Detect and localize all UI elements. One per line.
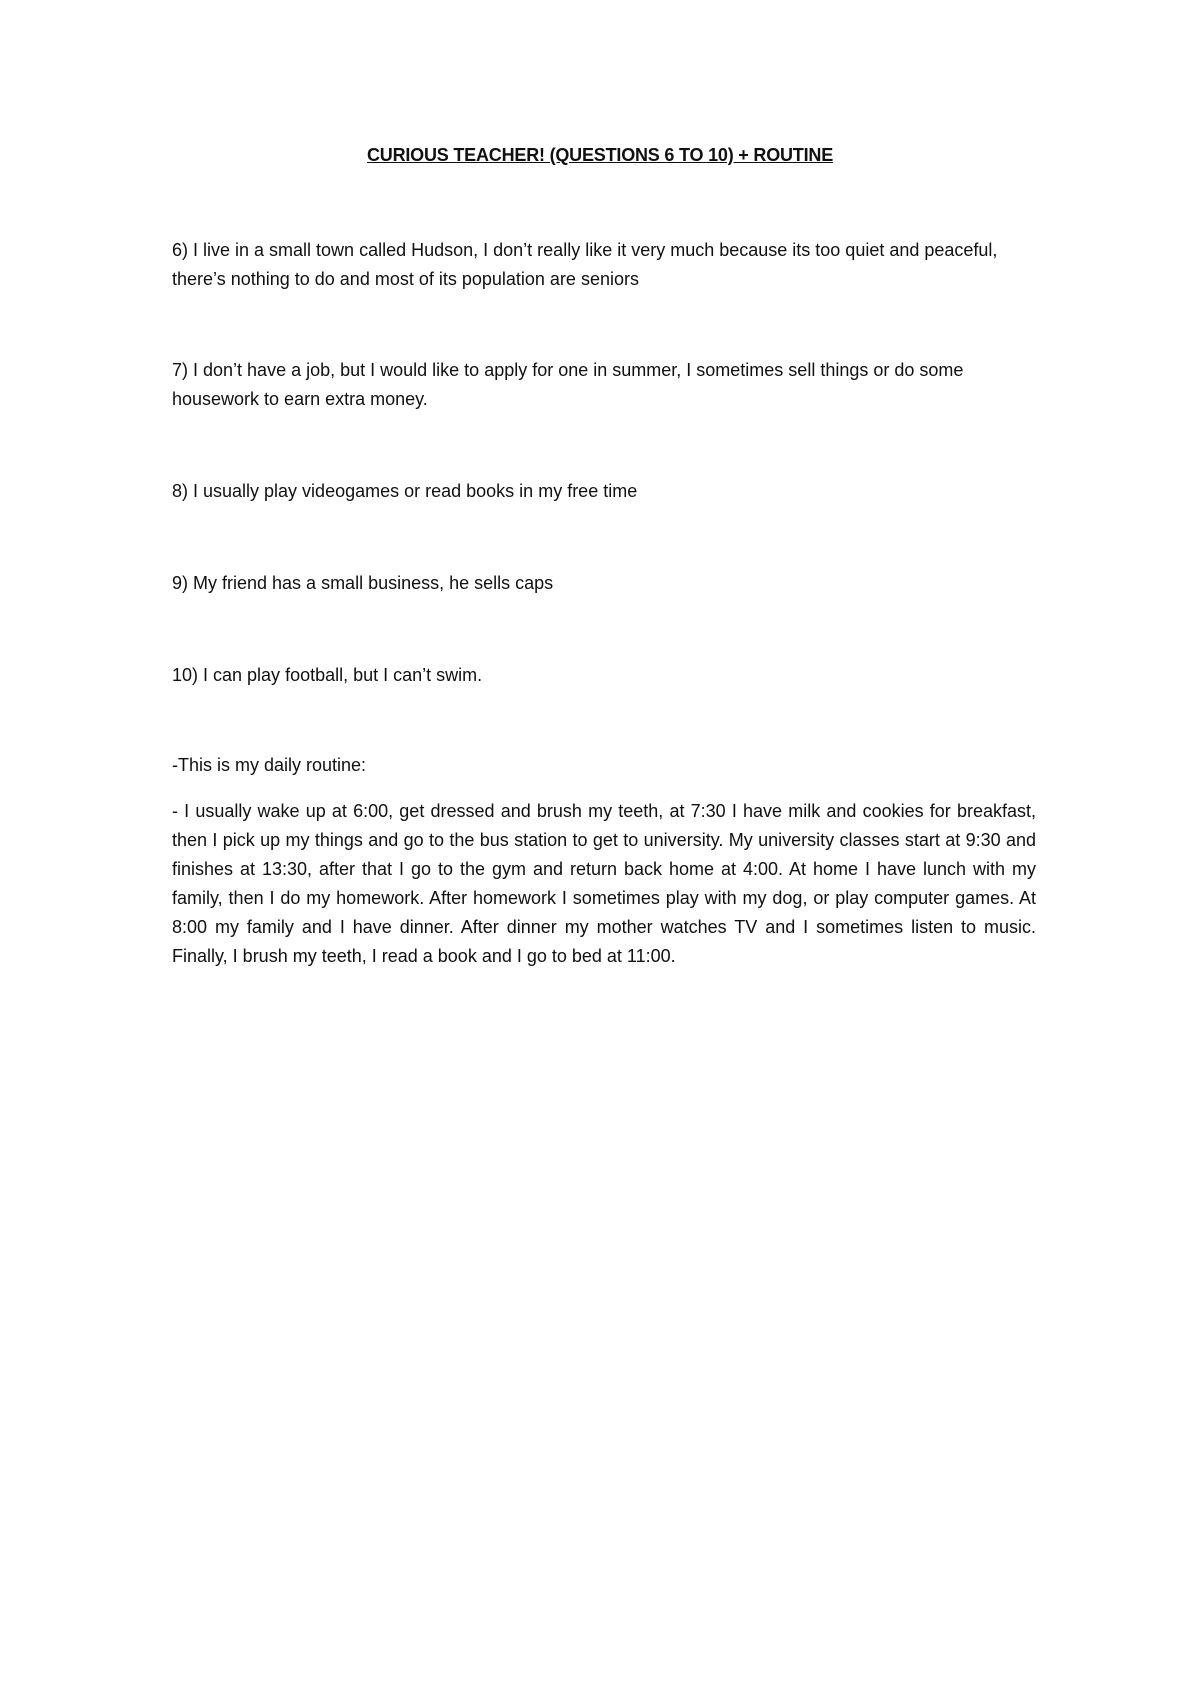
document-title: CURIOUS TEACHER! (QUESTIONS 6 TO 10) + ROUTINE — [366, 145, 834, 165]
answer-10: 10) I can play football, but I can’t swim. — [172, 665, 483, 685]
answer-9: 9) My friend has a small business, he sells caps — [172, 573, 554, 593]
routine-heading: -This is my daily routine: — [172, 755, 367, 775]
answer-6: 6) I live in a small town called Hudson, I don’t really like it very much because its too quiet and peaceful, there’s nothing to do and most of its population are seniors — [172, 240, 998, 289]
answer-7: 7) I don’t have a job, but I would like to apply for one in summer, I sometimes sell things or do some housework to earn extra money. — [172, 360, 964, 409]
answer-8: 8) I usually play videogames or read books in my free time — [172, 481, 638, 501]
routine-paragraph: - I usually wake up at 6:00, get dressed and brush my teeth, at 7:30 I have milk and cookies for breakfast, then I pick up my things and go to the bus station to get to university. My university classes start at 9:30 and finishes at 13:30, after that I go to the gym and return back home at 4:00. At home I have lunch with my family, then I do my homework. After homework I sometimes play with my dog, or play computer games. At 8:00 my family and I have dinner. After dinner my mother watches TV and I sometimes listen to music. Finally, I brush my teeth, I read a book and I go to bed at 11:00. — [172, 801, 1036, 966]
